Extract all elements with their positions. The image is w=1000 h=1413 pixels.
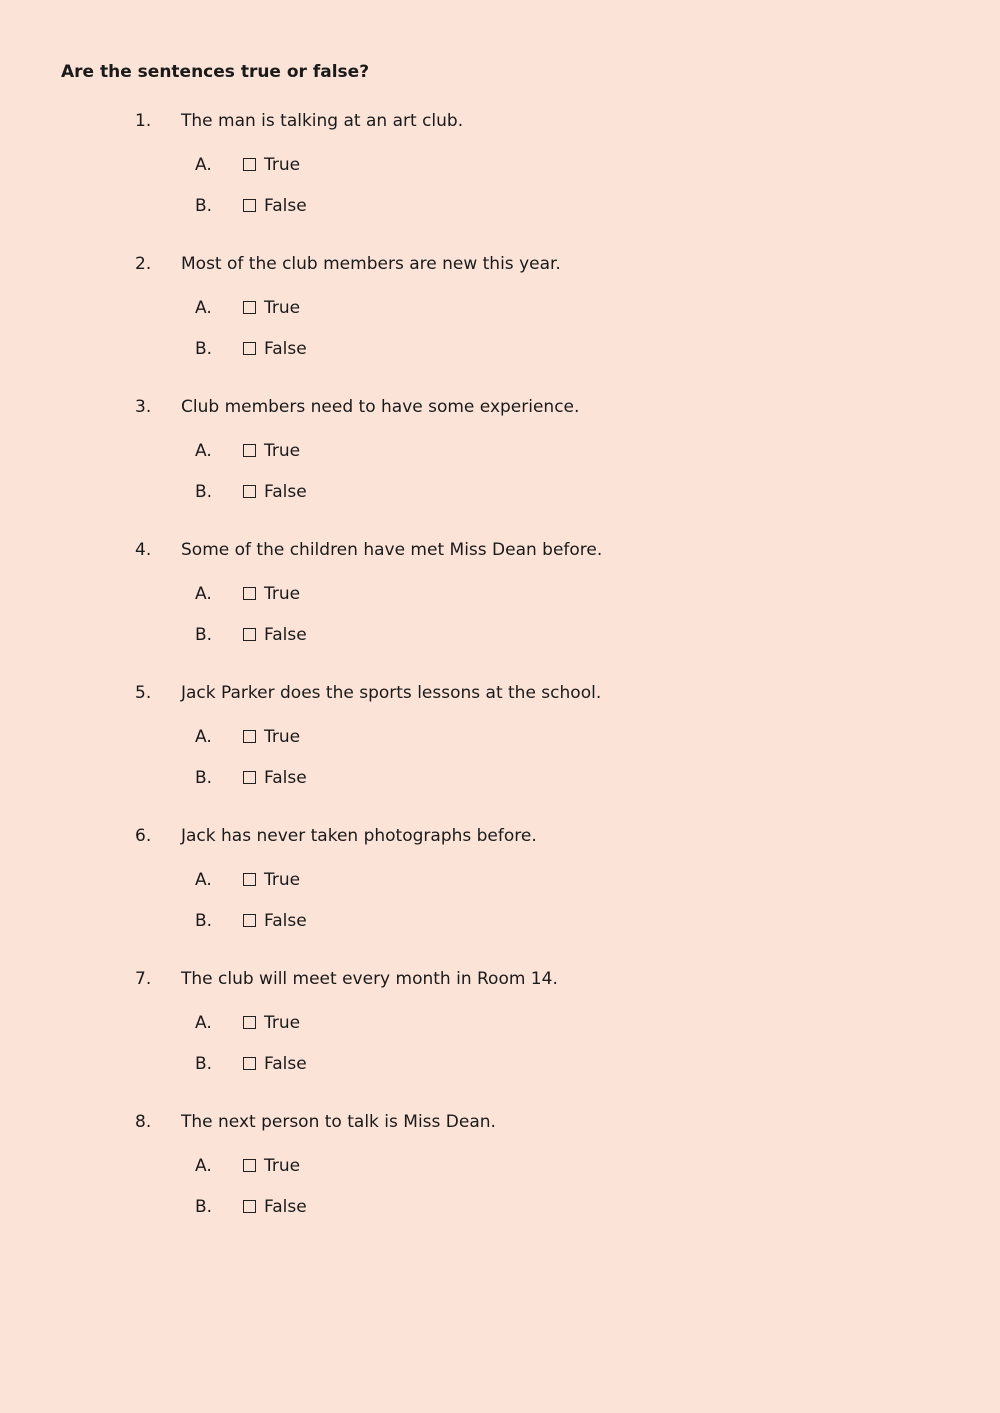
option-letter: A.	[195, 870, 212, 890]
option-label[interactable]: False	[264, 196, 307, 216]
question-number: 1.	[135, 111, 152, 131]
option-label[interactable]: False	[264, 625, 307, 645]
option-false[interactable]	[0, 624, 400, 648]
option-letter: B.	[195, 339, 213, 359]
option-true[interactable]	[0, 154, 400, 178]
question-text: Jack has never taken photographs before.	[181, 826, 537, 846]
question-5	[0, 682, 1000, 812]
checkbox[interactable]	[243, 730, 256, 743]
option-false[interactable]	[0, 1196, 400, 1220]
checkbox[interactable]	[243, 914, 256, 927]
option-letter: B.	[195, 625, 213, 645]
option-label[interactable]: True	[264, 1156, 301, 1176]
question-number: 3.	[135, 397, 152, 417]
question-1	[0, 110, 1000, 240]
option-false[interactable]	[0, 481, 400, 505]
question-text: Jack Parker does the sports lessons at the school.	[181, 683, 602, 703]
question-text: Club members need to have some experience.	[181, 397, 580, 417]
option-letter: A.	[195, 298, 212, 318]
checkbox[interactable]	[243, 628, 256, 641]
option-true[interactable]	[0, 440, 400, 464]
question-number: 4.	[135, 540, 152, 560]
option-false[interactable]	[0, 338, 400, 362]
question-7	[0, 968, 1000, 1098]
question-number: 5.	[135, 683, 152, 703]
option-letter: B.	[195, 768, 213, 788]
option-letter: B.	[195, 1197, 213, 1217]
question-text: The next person to talk is Miss Dean.	[181, 1112, 496, 1132]
question-text: Some of the children have met Miss Dean before.	[181, 540, 603, 560]
option-letter: B.	[195, 1054, 213, 1074]
question-6	[0, 825, 1000, 955]
option-label[interactable]: False	[264, 1197, 307, 1217]
option-letter: B.	[195, 482, 213, 502]
worksheet-title: Are the sentences true or false?	[61, 62, 370, 82]
option-letter: A.	[195, 727, 212, 747]
option-true[interactable]	[0, 583, 400, 607]
option-label[interactable]: False	[264, 1054, 307, 1074]
question-number: 7.	[135, 969, 152, 989]
option-letter: A.	[195, 441, 212, 461]
question-text: Most of the club members are new this year.	[181, 254, 561, 274]
checkbox[interactable]	[243, 1200, 256, 1213]
checkbox[interactable]	[243, 342, 256, 355]
option-label[interactable]: False	[264, 482, 307, 502]
checkbox[interactable]	[243, 1159, 256, 1172]
question-number: 2.	[135, 254, 152, 274]
option-label[interactable]: True	[264, 298, 301, 318]
checkbox[interactable]	[243, 485, 256, 498]
option-label[interactable]: True	[264, 727, 301, 747]
checkbox[interactable]	[243, 771, 256, 784]
checkbox[interactable]	[243, 873, 256, 886]
option-label[interactable]: True	[264, 155, 301, 175]
option-true[interactable]	[0, 726, 400, 750]
question-3	[0, 396, 1000, 526]
option-letter: A.	[195, 584, 212, 604]
checkbox[interactable]	[243, 1057, 256, 1070]
option-false[interactable]	[0, 1053, 400, 1077]
question-number: 8.	[135, 1112, 152, 1132]
question-2	[0, 253, 1000, 383]
question-8	[0, 1111, 1000, 1241]
option-label[interactable]: True	[264, 584, 301, 604]
option-false[interactable]	[0, 767, 400, 791]
checkbox[interactable]	[243, 301, 256, 314]
option-letter: B.	[195, 196, 213, 216]
option-letter: B.	[195, 911, 213, 931]
option-label[interactable]: False	[264, 339, 307, 359]
question-number: 6.	[135, 826, 152, 846]
option-label[interactable]: False	[264, 768, 307, 788]
option-label[interactable]: True	[264, 870, 301, 890]
option-label[interactable]: True	[264, 1013, 301, 1033]
option-false[interactable]	[0, 195, 400, 219]
option-true[interactable]	[0, 869, 400, 893]
option-letter: A.	[195, 1156, 212, 1176]
question-4	[0, 539, 1000, 669]
option-letter: A.	[195, 155, 212, 175]
checkbox[interactable]	[243, 444, 256, 457]
question-text: The club will meet every month in Room 14.	[181, 969, 558, 989]
checkbox[interactable]	[243, 158, 256, 171]
question-text: The man is talking at an art club.	[181, 111, 464, 131]
option-true[interactable]	[0, 1012, 400, 1036]
option-false[interactable]	[0, 910, 400, 934]
checkbox[interactable]	[243, 587, 256, 600]
option-letter: A.	[195, 1013, 212, 1033]
option-label[interactable]: True	[264, 441, 301, 461]
option-true[interactable]	[0, 297, 400, 321]
checkbox[interactable]	[243, 1016, 256, 1029]
option-true[interactable]	[0, 1155, 400, 1179]
option-label[interactable]: False	[264, 911, 307, 931]
checkbox[interactable]	[243, 199, 256, 212]
